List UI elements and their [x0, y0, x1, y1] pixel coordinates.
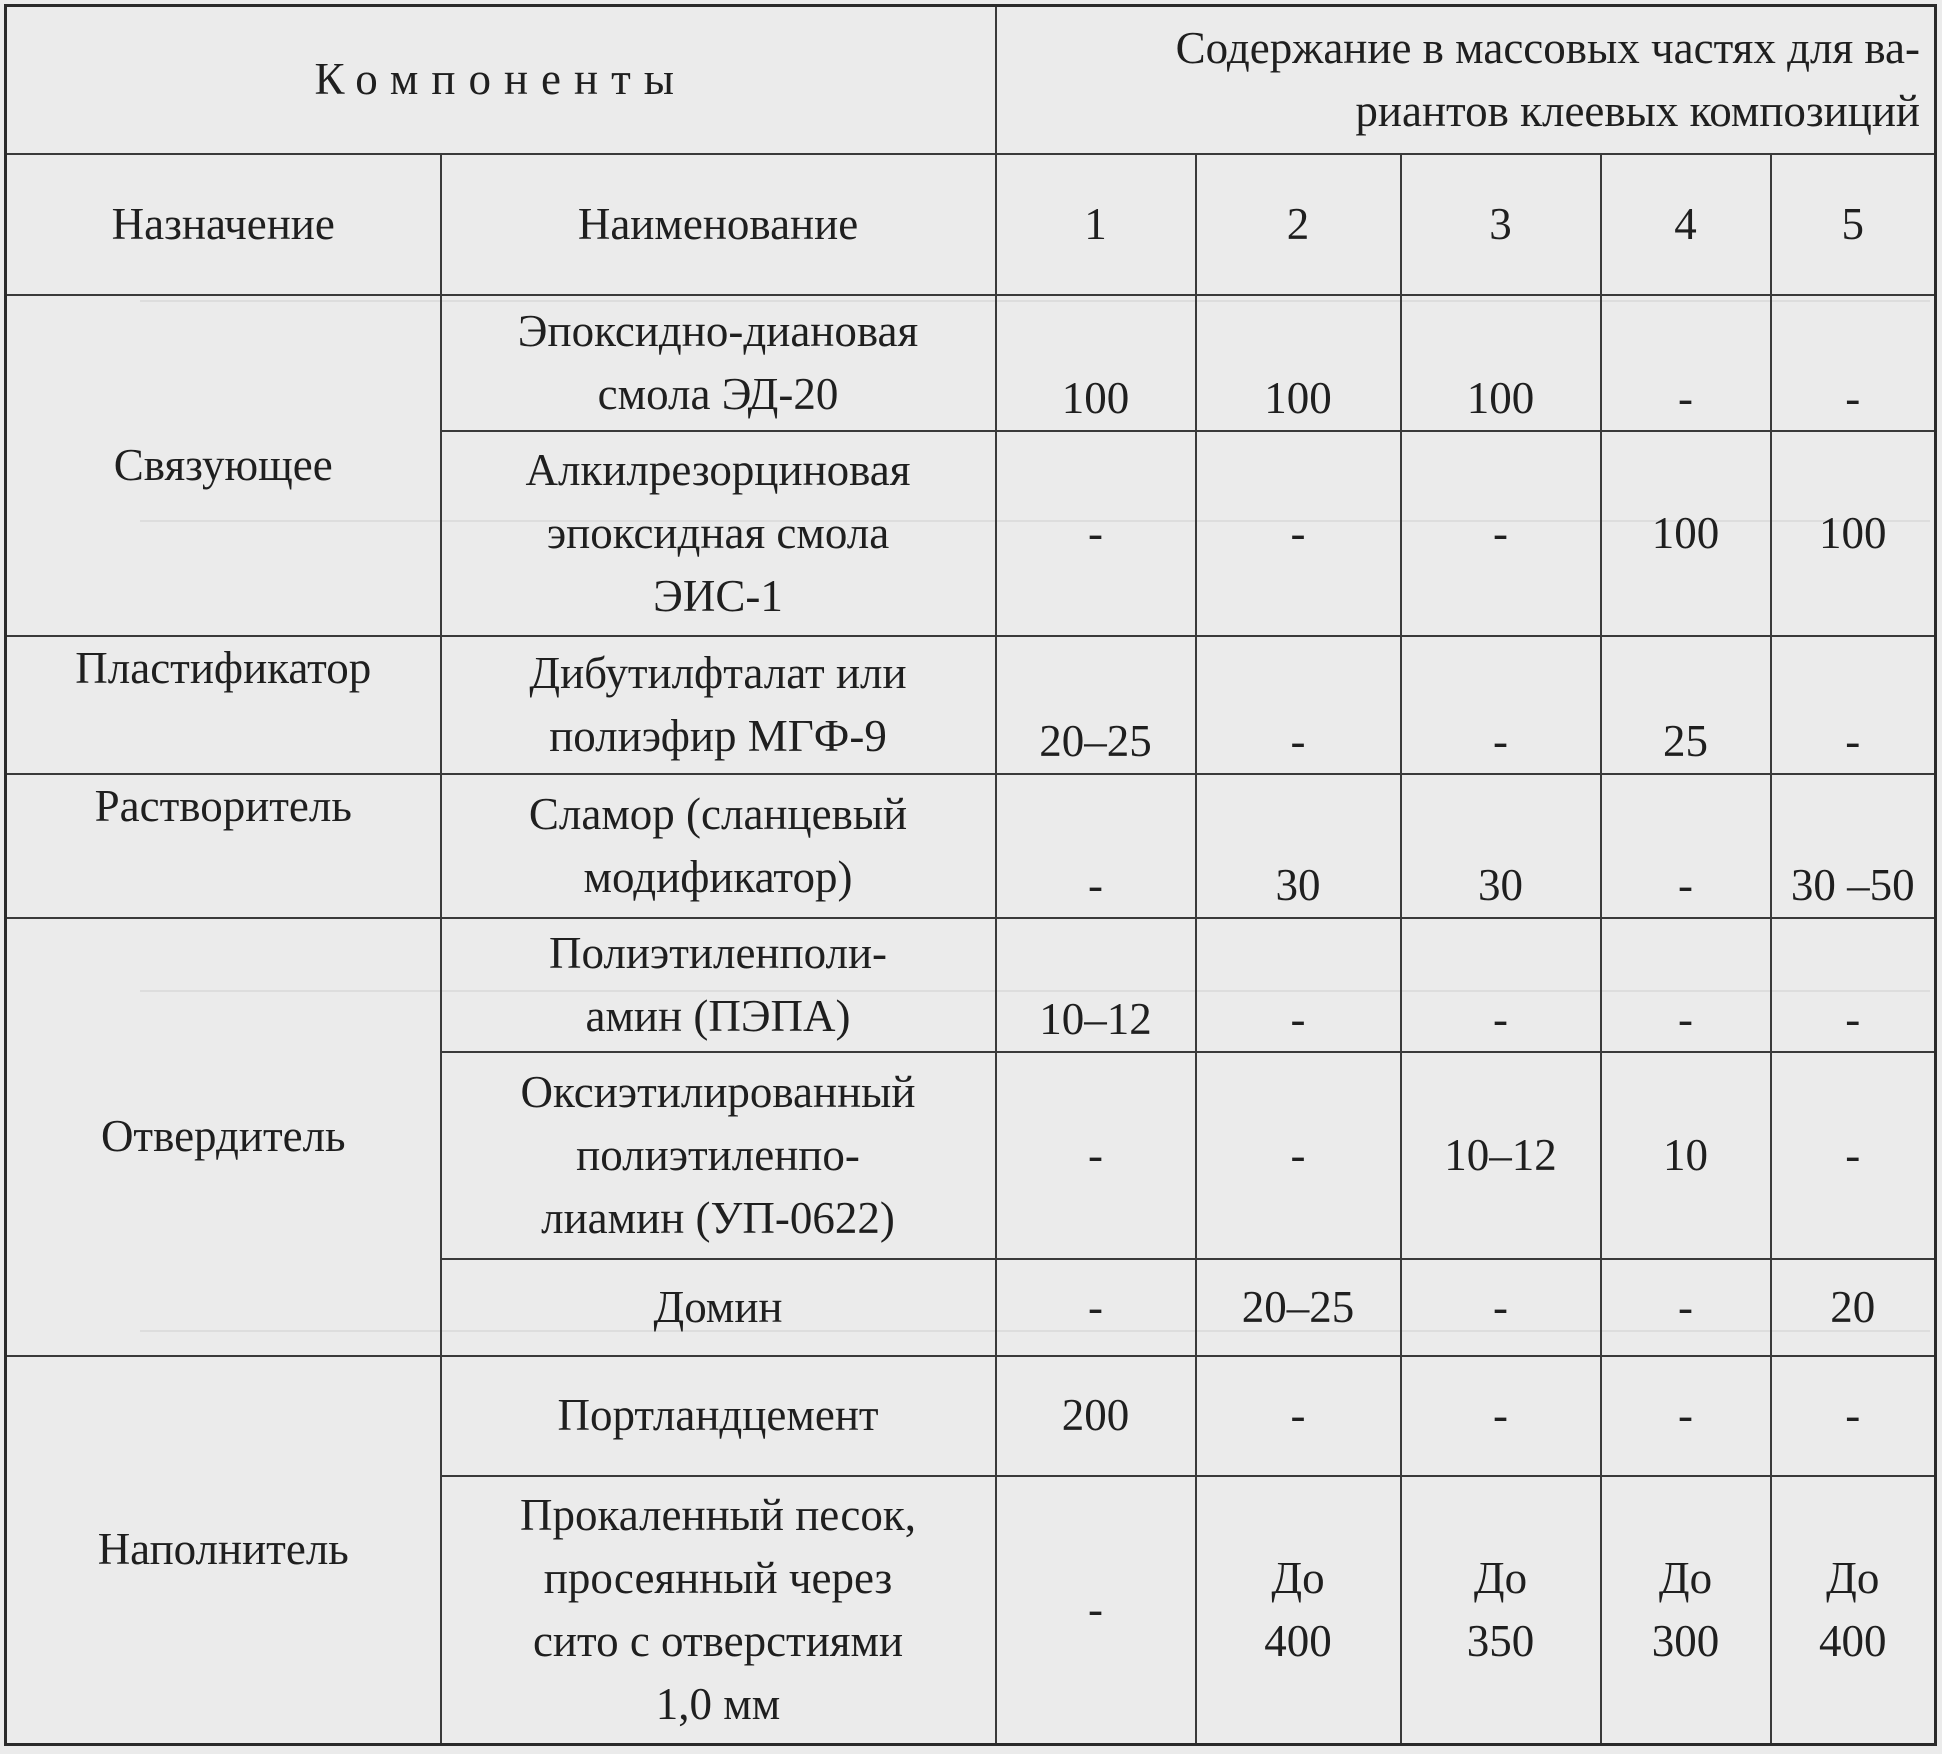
- component-name-line: полиэфир МГФ-9: [549, 710, 887, 761]
- value-line: До: [1658, 1552, 1713, 1603]
- component-name-line: 1,0 мм: [655, 1678, 781, 1729]
- value-cell: 20: [1771, 1259, 1936, 1356]
- value-cell: [996, 1476, 1196, 1745]
- component-name-line: ЭИС-1: [653, 570, 783, 621]
- header-content-line-2: риантов клеевых композиций: [1355, 85, 1921, 136]
- component-name-line: Дибутилфталат или: [529, 647, 907, 698]
- value-cell: -: [1401, 431, 1601, 636]
- header-purpose: Назначение: [6, 154, 441, 295]
- value-line: До: [1473, 1552, 1528, 1603]
- group-binder: Связующее: [6, 295, 441, 636]
- value-line: -: [1088, 1584, 1104, 1635]
- value-cell: -: [996, 1052, 1196, 1259]
- value-cell: [1601, 1476, 1771, 1745]
- value-cell: -: [1601, 1259, 1771, 1356]
- value-cell: -: [1196, 1356, 1401, 1476]
- value-cell: [1401, 1476, 1601, 1745]
- value-cell: -: [1601, 295, 1771, 431]
- value-cell: 100: [996, 295, 1196, 431]
- component-name-line: лиамин (УП-0622): [541, 1192, 895, 1243]
- value-cell: -: [1196, 1052, 1401, 1259]
- value-cell: 30 –50: [1771, 774, 1936, 918]
- table-row: [6, 918, 1936, 1052]
- value-cell: -: [1771, 295, 1936, 431]
- value-cell: -: [1771, 636, 1936, 774]
- value-cell: 25: [1601, 636, 1771, 774]
- value-cell: -: [1196, 431, 1401, 636]
- header-components: [6, 6, 996, 154]
- value-cell: 100: [1196, 295, 1401, 431]
- component-name: Портландцемент: [441, 1356, 996, 1476]
- component-name: [441, 295, 996, 431]
- header-variant-1: 1: [996, 154, 1196, 295]
- component-name-line: смола ЭД-20: [597, 368, 839, 419]
- value-cell: -: [1196, 918, 1401, 1052]
- value-cell: 30: [1196, 774, 1401, 918]
- component-name: [441, 1476, 996, 1745]
- value-cell: -: [1771, 1356, 1936, 1476]
- value-cell: 20–25: [1196, 1259, 1401, 1356]
- header-variant-5: 5: [1771, 154, 1936, 295]
- value-line: 300: [1651, 1615, 1720, 1666]
- value-cell: -: [1601, 774, 1771, 918]
- value-cell: -: [1196, 636, 1401, 774]
- component-name-line: Оксиэтилированный: [520, 1066, 916, 1117]
- value-cell: -: [996, 431, 1196, 636]
- header-content-line-1: Содержание в массовых частях для ва-: [1175, 22, 1921, 73]
- table-row: [6, 295, 1936, 431]
- value-cell: -: [1401, 1259, 1601, 1356]
- component-name-line: Сламор (сланцевый: [528, 788, 908, 839]
- header-content: [996, 6, 1936, 154]
- component-name-line: полиэтиленпо-: [576, 1129, 860, 1180]
- component-name: [441, 431, 996, 636]
- value-line: До: [1271, 1552, 1325, 1603]
- component-name-line: амин (ПЭПА): [585, 990, 851, 1041]
- value-cell: 10–12: [1401, 1052, 1601, 1259]
- value-cell: -: [1771, 918, 1936, 1052]
- component-name-line: модификатор): [583, 851, 853, 902]
- group-solvent: Растворитель: [6, 774, 441, 918]
- component-name-line: Эпоксидно-диановая: [517, 305, 919, 356]
- component-name: [441, 918, 996, 1052]
- value-cell: 100: [1771, 431, 1936, 636]
- component-name-line: Прокаленный песок,: [520, 1489, 916, 1540]
- component-name-line: Полиэтиленполи-: [548, 927, 888, 978]
- value-cell: -: [1771, 1052, 1936, 1259]
- header-variant-3: 3: [1401, 154, 1601, 295]
- value-line: До: [1826, 1552, 1880, 1603]
- group-hardener: Отвердитель: [6, 918, 441, 1356]
- value-line: 400: [1264, 1615, 1332, 1666]
- value-cell: -: [996, 774, 1196, 918]
- value-cell: [1196, 1476, 1401, 1745]
- value-cell: -: [1401, 636, 1601, 774]
- value-cell: 20–25: [996, 636, 1196, 774]
- value-cell: 30: [1401, 774, 1601, 918]
- component-name-line: Алкилрезорциновая: [525, 444, 911, 495]
- value-cell: 100: [1401, 295, 1601, 431]
- value-cell: -: [1401, 1356, 1601, 1476]
- component-name-line: эпоксидная смола: [546, 507, 890, 558]
- table-row: [6, 1356, 1936, 1476]
- value-cell: 100: [1601, 431, 1771, 636]
- table-row: [6, 774, 1936, 918]
- component-name: [441, 774, 996, 918]
- component-name: [441, 636, 996, 774]
- component-name: [441, 1052, 996, 1259]
- value-cell: 200: [996, 1356, 1196, 1476]
- value-cell: [1771, 1476, 1936, 1745]
- value-cell: -: [1601, 918, 1771, 1052]
- header-variant-4: 4: [1601, 154, 1771, 295]
- value-cell: -: [1401, 918, 1601, 1052]
- value-cell: 10–12: [996, 918, 1196, 1052]
- group-filler: Наполнитель: [6, 1356, 441, 1745]
- component-name-line: просеянный через: [543, 1552, 893, 1603]
- group-plasticizer: Пластификатор: [6, 636, 441, 774]
- components-table: [4, 4, 1937, 1746]
- header-components-label: Компоненты: [314, 54, 688, 105]
- header-variant-2: 2: [1196, 154, 1401, 295]
- component-name: Домин: [441, 1259, 996, 1356]
- component-name-line: сито с отверстиями: [532, 1615, 904, 1666]
- value-cell: 10: [1601, 1052, 1771, 1259]
- value-cell: -: [996, 1259, 1196, 1356]
- value-line: 400: [1819, 1615, 1887, 1666]
- table-row: [6, 636, 1936, 774]
- header-name: Наименование: [441, 154, 996, 295]
- value-cell: -: [1601, 1356, 1771, 1476]
- value-line: 350: [1466, 1615, 1535, 1666]
